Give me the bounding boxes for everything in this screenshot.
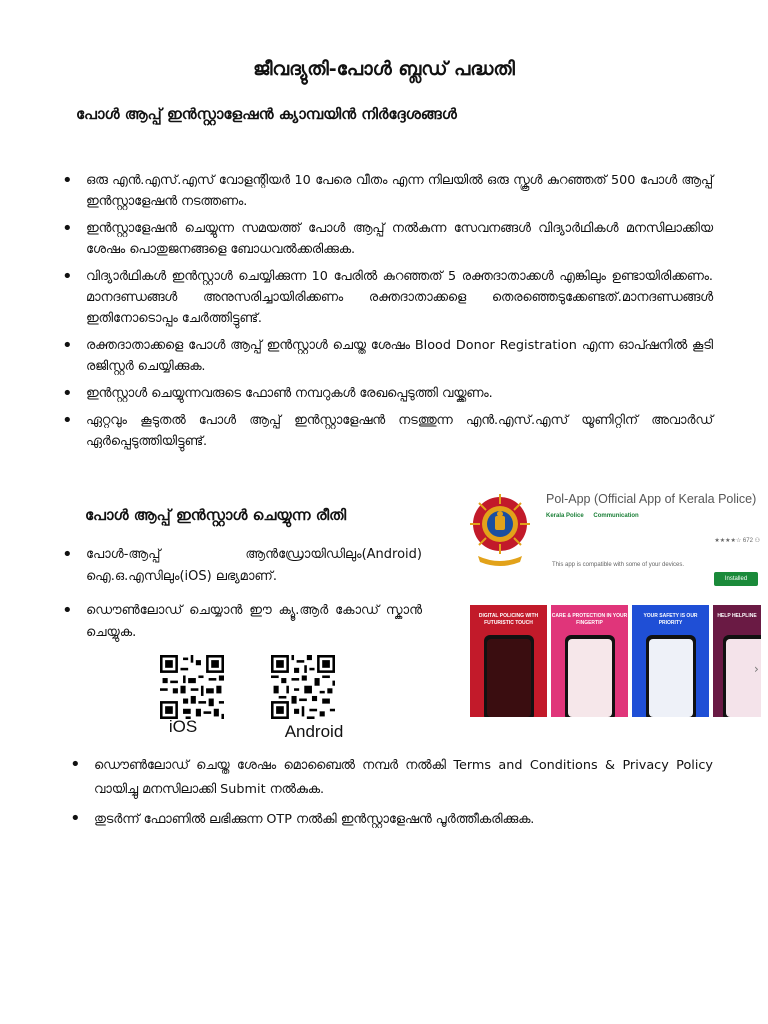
document-title: ജീവദ്യുതി-പോൾ ബ്ലഡ് പദ്ധതി [253,58,515,80]
screenshot-caption: CARE & PROTECTION IN YOUR FINGERTIP [551,613,628,626]
instruction-item: • രക്തദാതാക്കളെ പോൾ ആപ്പ് ഇൻസ്റ്റാൾ ചെയ്ത ശേഷം Blood Donor Registration എന്ന ഓപ്ഷനിൽ കൂടി രജിസ്റ്റർ ചെയ്യിക്കുക. [62,335,713,377]
install-step: • ഡൌൺലോഡ് ചെയ്യാൻ ഈ ക്യൂ.ആർ കോഡ് സ്കാൻ ചെയ്യുക. [62,600,422,644]
app-store-listing [546,492,768,592]
instruction-item: • ഇൻസ്റ്റാൾ ചെയ്യുന്നവരുടെ ഫോൺ നമ്പറുകൾ രേഖപ്പെടുത്തി വയ്ക്കണം. [62,383,713,404]
phone-mockup [565,635,615,717]
store-app-title: Pol-App (Official App of Kerala Police) [546,492,757,506]
qr-code-ios-image [160,655,224,719]
document-subtitle: പോൾ ആപ്പ് ഇൻസ്റ്റാളേഷൻ ക്യാമ്പയിൻ നിർദ്ദേശങ്ങൾ [76,105,457,123]
chevron-right-icon[interactable]: › [754,662,759,676]
app-screenshot[interactable] [470,605,547,717]
qr-label-android: Android [284,722,344,741]
phone-mockup [723,635,761,717]
app-screenshot[interactable] [632,605,709,717]
store-category[interactable]: Communication [593,513,639,519]
qr-code-android[interactable] [271,655,335,723]
qr-code-android-image [271,655,335,719]
install-step: • പോൾ-ആപ്പ് ആൻഡ്രോയിഡിലും(Android) ഐ.ഒ.എസിലും(iOS) ലഭ്യമാണ്. [62,544,422,588]
instruction-item: • വിദ്യാർഥികൾ ഇൻസ്റ്റാൾ ചെയ്യിക്കുന്ന 10 പേരിൽ കുറഞ്ഞത് 5 രക്തദാതാക്കൾ എങ്കിലും ഉണ്ടായിരിക്കണം. മാനദണ്ഡങ്ങൾ അനുസരിച്ചായിരിക്കണം രക്തദാതാക്കളെ തെരഞ്ഞെടുക്കേണ്ടത്.മാനദണ്ഡങ്ങൾ ഇതിനോടൊപ്പം ചേർത്തിട്ടുണ്ട്. [62,266,713,329]
screenshot-caption: DIGITAL POLICING WITH FUTURISTIC TOUCH [478,613,539,626]
kerala-police-emblem [460,490,540,570]
qr-code-ios[interactable] [160,655,224,723]
qr-label-ios: iOS [168,717,198,736]
app-screenshot[interactable] [713,605,761,717]
store-developer[interactable]: Kerala Police [546,513,584,519]
instruction-item: • ഇൻസ്റ്റാളേഷൻ ചെയ്യുന്ന സമയത്ത് പോൾ ആപ്പ് നൽകുന്ന സേവനങ്ങൾ വിദ്യാർഥികൾ മനസിലാക്കിയ ശേഷം പൊതുജനങ്ങളെ ബോധവൽക്കരിക്കുക. [62,218,713,260]
phone-mockup [646,635,696,717]
install-steps-list [62,544,422,656]
screenshot-caption: HELP HELPLINE [717,613,757,619]
installed-button[interactable]: Installed [714,572,758,586]
final-step: • ഡൌൺലോഡ് ചെയ്ത ശേഷം മൊബൈൽ നമ്പർ നൽകി Terms and Conditions & Privacy Policy വായിച്ചു മനസിലാക്കി Submit നൽകുക. [70,754,713,802]
app-screenshot[interactable] [551,605,628,717]
store-rating: ★★★★☆ 672 ⚇ [714,538,760,544]
phone-mockup [484,635,534,717]
install-heading: പോൾ ആപ്പ് ഇൻസ്റ്റാൾ ചെയ്യുന്ന രീതി [85,506,347,524]
final-steps-list [70,754,713,838]
instruction-item: • ഏറ്റവും കൂടുതൽ പോൾ ആപ്പ് ഇൻസ്റ്റാളേഷൻ നടത്തുന്ന എൻ.എസ്.എസ് യൂണിറ്റിന് അവാർഡ് ഏർപ്പെടുത്തിയിട്ടുണ്ട്. [62,410,713,452]
app-screenshots-strip [470,605,768,717]
emblem-icon [460,490,540,570]
store-developer-row [546,513,768,519]
instructions-list [62,170,713,458]
final-step: • തുടർന്ന് ഫോണിൽ ലഭിക്കുന്ന OTP നൽകി ഇൻസ്റ്റാളേഷൻ പൂർത്തീകരിക്കുക. [70,808,713,832]
store-compat-note: This app is compatible with some of your devices. [552,562,685,568]
screenshot-caption: YOUR SAFETY IS OUR PRIORITY [643,613,698,626]
instruction-item: • ഒരു എൻ.എസ്.എസ് വോളന്റിയർ 10 പേരെ വീതം എന്ന നിലയിൽ ഒരു സ്കൂൾ കുറഞ്ഞത് 500 പോൾ ആപ്പ് ഇൻസ്റ്റാളേഷൻ നടത്തണം. [62,170,713,212]
